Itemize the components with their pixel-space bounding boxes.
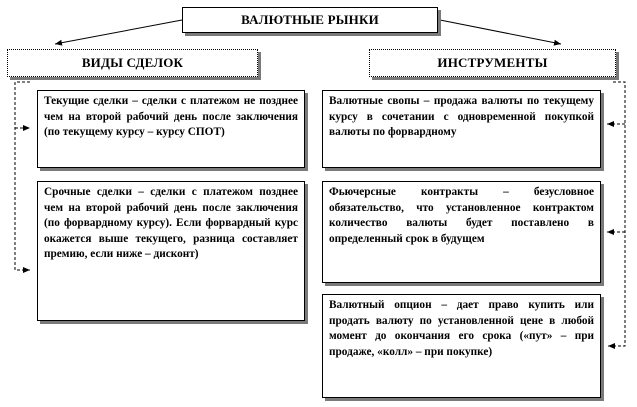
deal-types-header xyxy=(7,49,258,77)
right-bracket-line xyxy=(608,82,625,346)
options-box xyxy=(322,294,601,398)
currency-swaps-text: Валютные свопы – продажа валюты по текущему курсу в сочетании с одновременной покупкой валюты по форвардному xyxy=(329,95,594,139)
instruments-header xyxy=(369,49,616,77)
forward-deals-text: Срочные сделки – сделки с платежом позднее чем на второй рабочий день после заключения (по форвардному курсу). Если форвардный курс окажется выше текущего, разница составляет премию, если ниже – дисконт) xyxy=(44,186,298,261)
futures-text: Фьючерсные контракты – безусловное обязательство, что установленное контрактом количество валюты будет поставлено в определенный срок в будущем xyxy=(329,186,594,245)
currency-swaps-box xyxy=(322,90,601,168)
left-bracket-line xyxy=(15,82,30,270)
forward-deals-box xyxy=(37,181,305,321)
futures-box xyxy=(322,181,601,283)
instruments-title: ИНСТРУМЕНТЫ xyxy=(437,55,548,70)
main-title-box xyxy=(182,7,438,33)
deal-types-title: ВИДЫ СДЕЛОК xyxy=(81,55,184,70)
main-title: ВАЛЮТНЫЕ РЫНКИ xyxy=(241,12,379,27)
arrow-main-to-instruments xyxy=(440,20,561,44)
current-deals-text: Текущие сделки – сделки с платежом не позднее чем на второй рабочий день после заключения (по текущему курсу – курсу СПОТ) xyxy=(44,95,298,139)
arrow-main-to-types xyxy=(55,20,182,44)
options-text: Валютный опцион – дает право купить или продать валюту по установленной цене в любой момент до окончания его срока («пут» – при продаже, «колл» – при покупке) xyxy=(329,299,594,358)
current-deals-box xyxy=(37,90,305,168)
